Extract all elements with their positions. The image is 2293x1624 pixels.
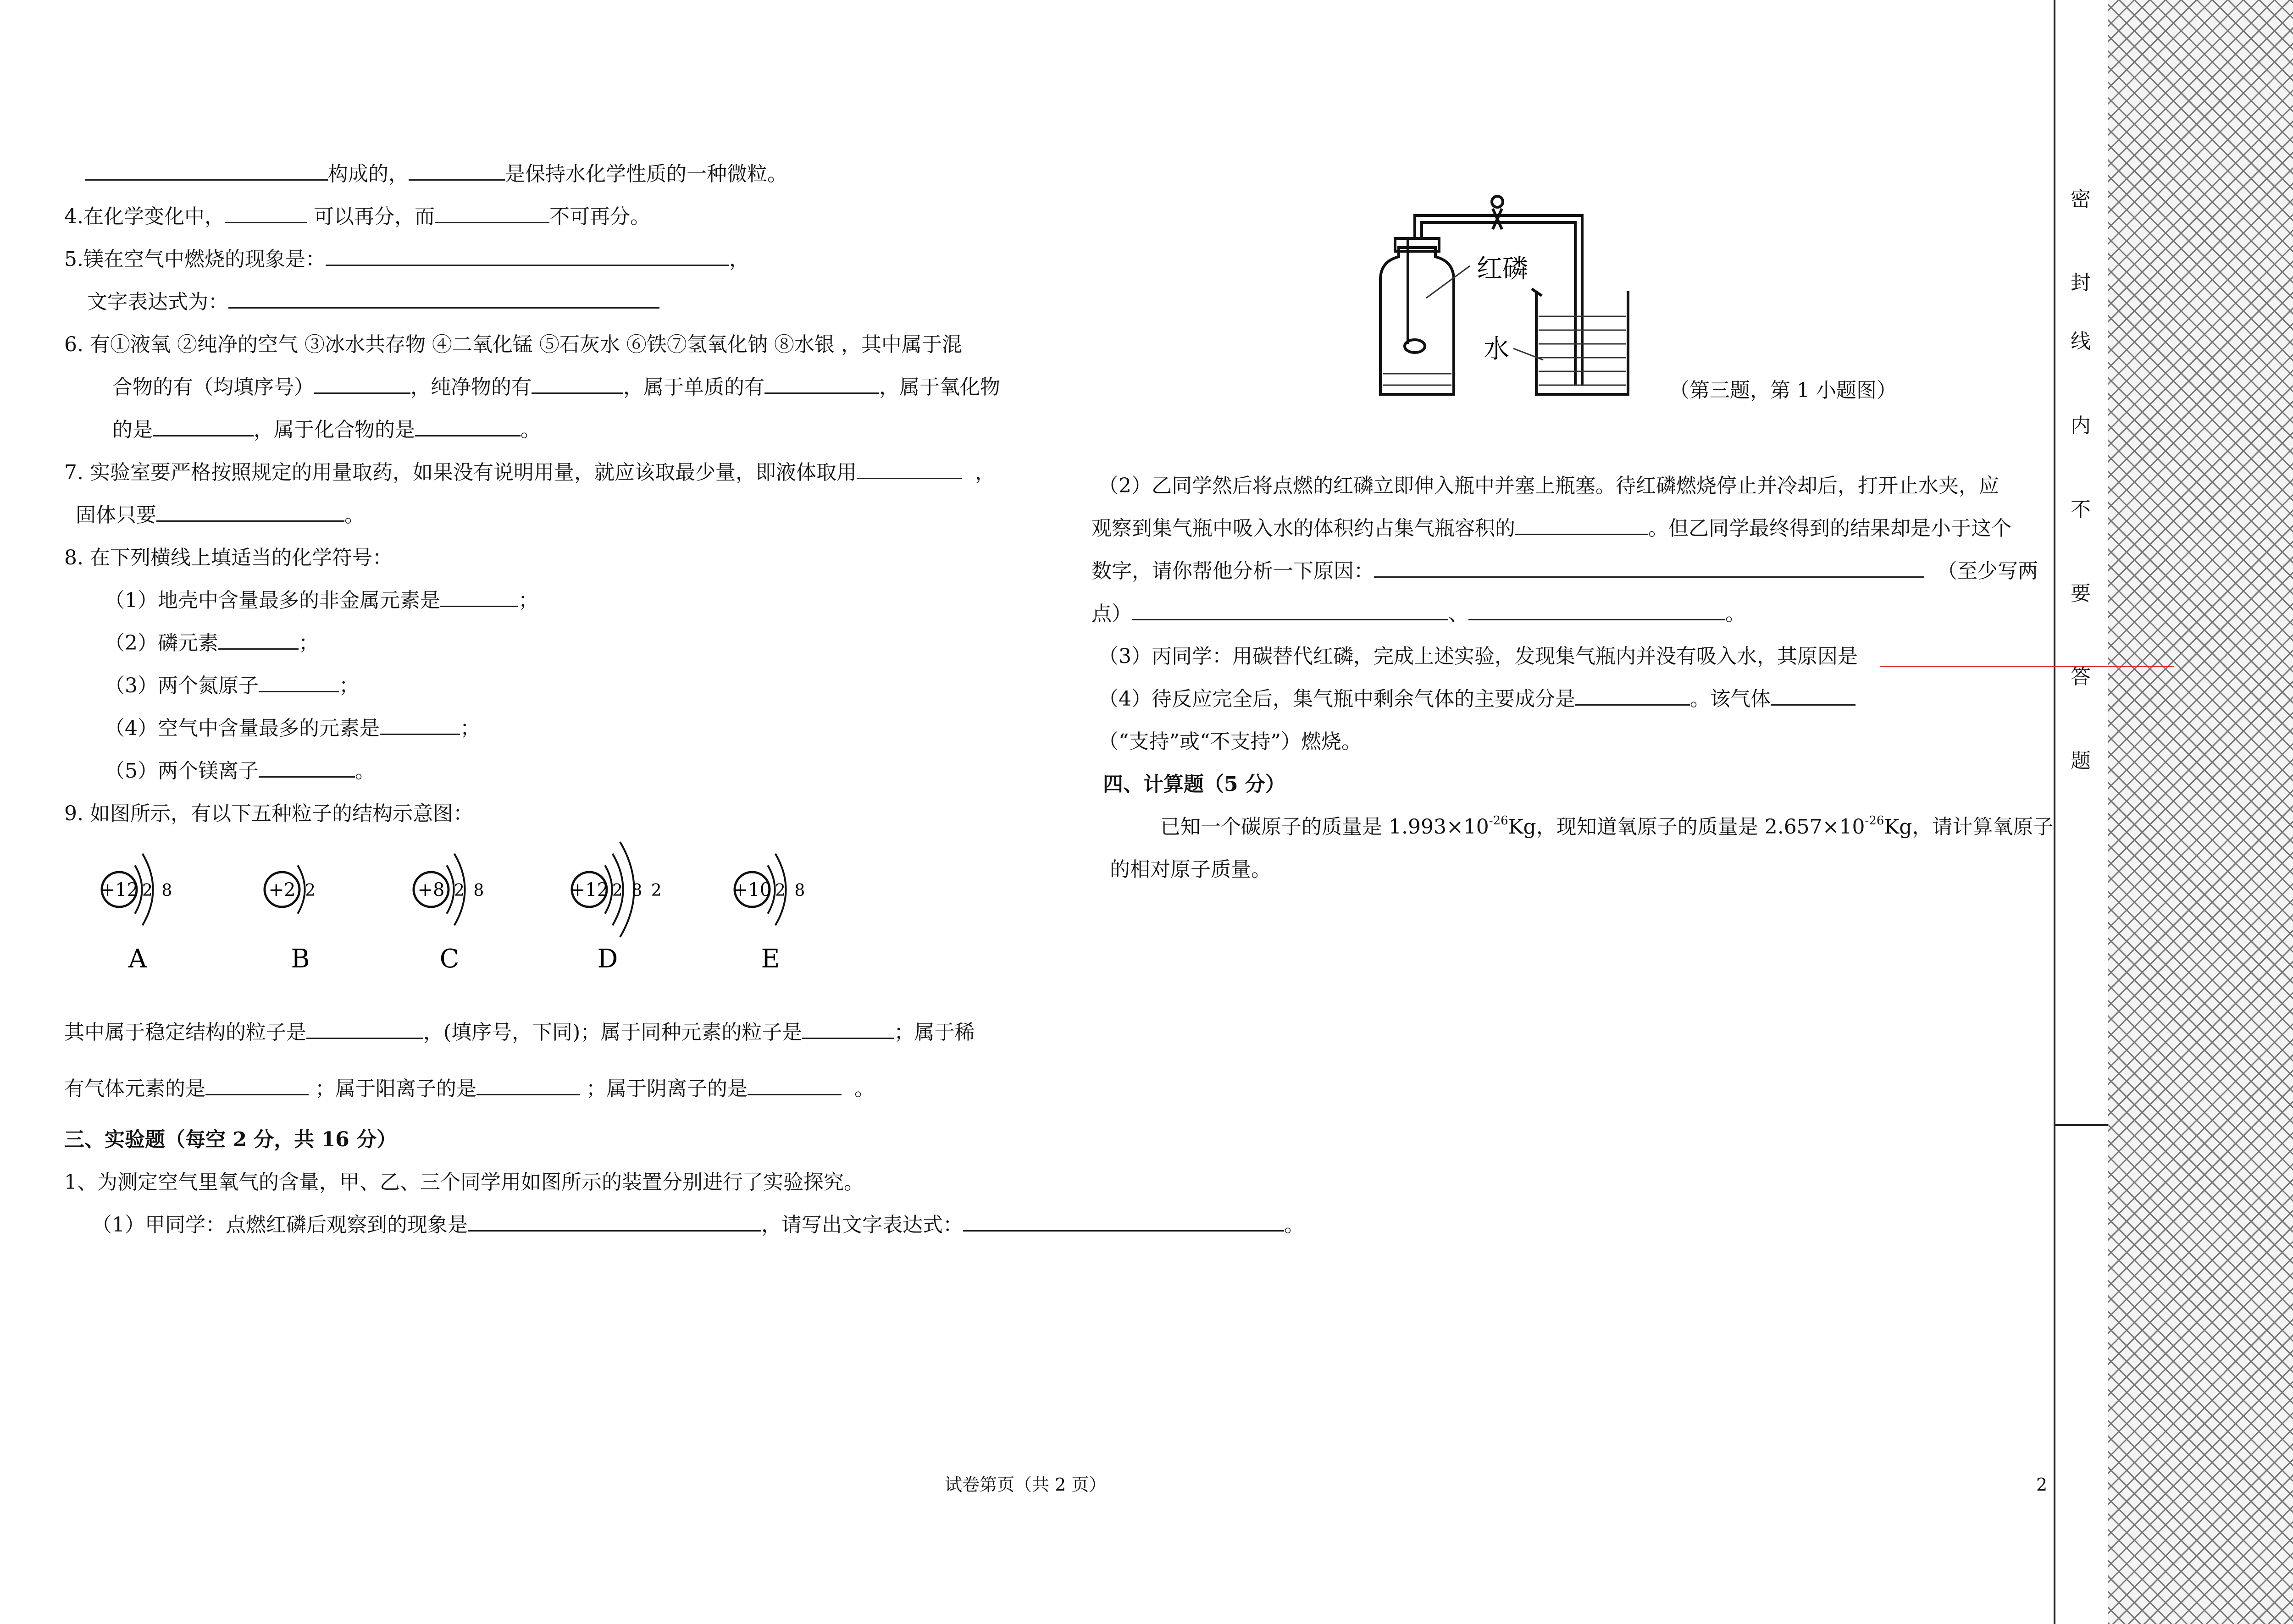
- blank[interactable]: [1515, 515, 1648, 535]
- blank[interactable]: [532, 374, 623, 394]
- text: 8. 在下列横线上填适当的化学符号：: [64, 546, 393, 569]
- exponent: -26: [1865, 814, 1884, 828]
- question-8-4: [105, 715, 480, 742]
- experiment-1-part2-line3: [1091, 558, 2038, 585]
- blank[interactable]: [963, 1212, 1284, 1232]
- question-8-3: [105, 672, 359, 700]
- clamp: [1493, 209, 1502, 229]
- blank[interactable]: [156, 502, 344, 522]
- text: 合物的有（均填序号）: [112, 376, 314, 399]
- nucleus-charge: +12: [100, 879, 139, 900]
- blank[interactable]: [85, 161, 328, 181]
- text: 固体只要: [76, 503, 156, 527]
- text: 已知一个碳原子的质量是 1.993×10: [1160, 815, 1489, 839]
- text: ；: [299, 631, 319, 655]
- hatched-margin: [2108, 0, 2293, 1624]
- text: （至少写两: [1937, 559, 2038, 583]
- atom-E: [733, 854, 807, 974]
- text: 点）: [1091, 602, 1132, 625]
- blank[interactable]: [857, 459, 962, 479]
- fill-line-1: [85, 160, 787, 188]
- blank[interactable]: [205, 1076, 309, 1095]
- blank[interactable]: [228, 289, 659, 309]
- text: Kg，现知道氧原子的质量是 2.657×10: [1508, 815, 1865, 839]
- nucleus-charge: +2: [268, 879, 296, 900]
- text: ，(填序号，下同)；属于同种元素的粒子是: [423, 1021, 803, 1044]
- shell-electrons: 2 8: [454, 881, 486, 900]
- blank[interactable]: [468, 1212, 761, 1232]
- question-6-line1: [64, 331, 962, 359]
- seal-char: 线: [2071, 330, 2091, 353]
- text: 可以再分，而: [313, 205, 435, 228]
- text: 。: [355, 759, 375, 783]
- question-5: [64, 246, 749, 273]
- blank[interactable]: [259, 673, 339, 692]
- atom-A: [100, 854, 174, 974]
- shell-electrons: 2 8: [775, 881, 807, 900]
- text: （4）待反应完全后，集气瓶中剩余气体的主要成分是: [1098, 687, 1575, 711]
- text: ；: [460, 717, 480, 740]
- seal-strip: [2054, 0, 2110, 1624]
- experiment-1-part4-line2: [1098, 728, 1362, 756]
- text: （第三题，第 1 小题图）: [1669, 379, 1897, 402]
- atom-label: B: [291, 944, 310, 974]
- blank[interactable]: [476, 1076, 580, 1095]
- seal-char: 内: [2071, 414, 2091, 437]
- text: 、: [1448, 602, 1468, 625]
- text: 其中属于稳定结构的粒子是: [64, 1021, 306, 1044]
- seal-char: 题: [2071, 749, 2091, 773]
- nucleus-charge: +8: [417, 879, 445, 900]
- blank[interactable]: [259, 758, 355, 778]
- seal-divider: [2054, 1124, 2108, 1126]
- text: 四、计算题（5 分）: [1103, 773, 1285, 796]
- blank[interactable]: [409, 161, 505, 181]
- text: 1、为测定空气里氧气的含量，甲、乙、三个同学用如图所示的装置分别进行了实验探究。: [64, 1171, 864, 1194]
- shell-electrons: 2 8: [142, 881, 174, 900]
- text: 试卷第页（共 2 页）: [945, 1475, 1107, 1495]
- question-7-line2: [76, 502, 365, 529]
- experiment-1: [64, 1169, 864, 1196]
- seal-char: 密: [2071, 188, 2091, 211]
- text: （1）甲同学：点燃红磷后观察到的现象是: [92, 1213, 468, 1237]
- blank[interactable]: [314, 374, 410, 394]
- text: 7. 实验室要严格按照规定的用量取药，如果没有说明用量，就应该取最少量，即液体取用: [64, 461, 857, 484]
- calc-question-line2: [1110, 856, 1271, 884]
- blank[interactable]: [435, 204, 549, 223]
- water-label: 水: [1484, 334, 1509, 364]
- blank[interactable]: [225, 204, 307, 223]
- atom-D: [570, 842, 664, 974]
- question-8-1: [105, 587, 538, 614]
- text: （1）地壳中含量最多的非金属元素是: [105, 589, 440, 612]
- text: ，纯净物的有: [410, 376, 532, 399]
- experiment-1-part1: [92, 1211, 1304, 1239]
- seal-char: 封: [2071, 271, 2091, 294]
- atom-label: A: [128, 944, 147, 974]
- text: 文字表达式为：: [87, 290, 228, 314]
- blank[interactable]: [218, 630, 299, 650]
- text: 4.在化学变化中，: [64, 205, 225, 228]
- question-5-expression: [87, 288, 659, 316]
- text: 的相对原子质量。: [1110, 858, 1271, 881]
- text: 三、实验题（每空 2 分，共 16 分）: [64, 1128, 397, 1151]
- text: 5.镁在空气中燃烧的现象是：: [64, 248, 326, 271]
- page-footer: [945, 1471, 1106, 1498]
- text: 。: [854, 1077, 875, 1100]
- text: 2: [2036, 1475, 2048, 1495]
- text: ；属于阴离子的是: [586, 1077, 748, 1100]
- question-7-line1: [64, 459, 995, 486]
- atom-C: [414, 854, 486, 974]
- atom-B: [265, 865, 317, 974]
- text: 。: [344, 503, 365, 527]
- atom-label: D: [597, 944, 618, 974]
- text: 的是: [112, 418, 153, 442]
- text: ；: [518, 589, 538, 612]
- experiment-1-part2-line2: [1091, 515, 2011, 542]
- text: ；属于阳离子的是: [315, 1077, 476, 1100]
- section-4-heading: [1103, 771, 1285, 798]
- gas-bottle: [1380, 248, 1454, 394]
- question-8-2: [105, 630, 319, 657]
- text: （5）两个镁离子: [105, 759, 259, 783]
- blank[interactable]: [153, 417, 254, 436]
- text: （“支持”或“不支持”）燃烧。: [1098, 730, 1362, 753]
- section-3-heading: [64, 1126, 397, 1154]
- page-number: [2036, 1471, 2047, 1498]
- experiment-1-part2-line1: [1098, 472, 1999, 500]
- seal-char: 答: [2071, 665, 2091, 689]
- atom-label: C: [439, 944, 460, 974]
- blank[interactable]: [1575, 686, 1690, 706]
- question-8: [64, 544, 393, 572]
- seal-char: 要: [2071, 582, 2091, 605]
- text: 观察到集气瓶中吸入水的体积约占集气瓶容积的: [1091, 517, 1515, 540]
- text: 构成的，: [328, 162, 409, 186]
- blank[interactable]: [802, 1019, 894, 1039]
- text: ，属于氧化物: [879, 376, 1000, 399]
- atom-label: E: [761, 944, 780, 974]
- text: 。: [1725, 602, 1745, 625]
- experiment-1-part3: [1098, 643, 1858, 670]
- text: ，: [729, 248, 749, 271]
- question-9: [64, 800, 473, 828]
- text: 。: [521, 418, 541, 442]
- apparatus-figure: [1371, 193, 1637, 403]
- nucleus-charge: +10: [732, 879, 772, 900]
- text: 不可再分。: [549, 205, 650, 228]
- text: 。但乙同学最终得到的结果却是小于这个: [1648, 517, 2011, 540]
- blank[interactable]: [1771, 686, 1855, 706]
- text: （2）磷元素: [105, 631, 218, 655]
- question-9-answers-1: [64, 1019, 975, 1046]
- text: ；: [339, 674, 359, 697]
- text: ，属于化合物的是: [254, 418, 415, 442]
- text: 6. 有①液氧 ②纯净的空气 ③冰水共存物 ④二氧化锰 ⑤石灰水 ⑥铁⑦氢氧化钠 ⑧水银 ，其中属于混: [64, 333, 962, 356]
- phosphorus-label: 红磷: [1477, 254, 1528, 284]
- shell-electrons: 2 8 2: [612, 881, 664, 900]
- red-annotation-line: [1880, 666, 2174, 667]
- experiment-1-part4: [1098, 685, 1855, 713]
- text: 。该气体: [1690, 687, 1771, 711]
- experiment-1-part2-line4: [1091, 600, 1745, 628]
- text: Kg，请计算氧原子: [1884, 815, 2054, 839]
- shell-electrons: 2: [305, 881, 317, 900]
- text: （3）两个氮原子: [105, 674, 259, 697]
- blank[interactable]: [748, 1076, 842, 1095]
- figure-caption: [1669, 377, 1897, 404]
- text: ；属于稀: [894, 1021, 975, 1044]
- stopper: [1395, 238, 1439, 251]
- blank[interactable]: [306, 1019, 423, 1039]
- seal-char: 不: [2071, 498, 2091, 521]
- atom-diagrams: [89, 834, 832, 986]
- question-6-line3: [112, 416, 541, 444]
- blank[interactable]: [326, 246, 729, 266]
- text: ，: [975, 461, 995, 484]
- text: ，属于单质的有: [623, 376, 764, 399]
- blank[interactable]: [1374, 558, 1924, 578]
- text: （4）空气中含量最多的元素是: [105, 717, 380, 740]
- text: 是保持水化学性质的一种微粒。: [505, 162, 787, 186]
- text: （2）乙同学然后将点燃的红磷立即伸入瓶中并塞上瓶塞。待红磷燃烧停止并冷却后，打开止水夹，应: [1098, 474, 1999, 497]
- question-6-line2: [112, 374, 1000, 401]
- question-8-5: [105, 757, 375, 785]
- question-4: [64, 203, 650, 231]
- exponent: -26: [1489, 814, 1508, 828]
- blank[interactable]: [380, 715, 460, 735]
- blank[interactable]: [1468, 601, 1725, 620]
- question-9-answers-2: [64, 1075, 875, 1103]
- text: 9. 如图所示，有以下五种粒子的结构示意图：: [64, 802, 473, 825]
- text: 有气体元素的是: [64, 1077, 205, 1100]
- nucleus-charge: +12: [570, 879, 609, 900]
- text: 。: [1284, 1213, 1304, 1237]
- text: 数字，请你帮他分析一下原因：: [1091, 559, 1374, 583]
- blank[interactable]: [440, 587, 518, 607]
- text: （3）丙同学：用碳替代红磷，完成上述实验，发现集气瓶内并没有吸入水，其原因是: [1098, 645, 1858, 668]
- blank[interactable]: [764, 374, 879, 394]
- calc-question-line1: [1160, 813, 2053, 841]
- blank[interactable]: [1132, 601, 1448, 620]
- blank[interactable]: [415, 417, 521, 436]
- text: ，请写出文字表达式：: [761, 1213, 963, 1237]
